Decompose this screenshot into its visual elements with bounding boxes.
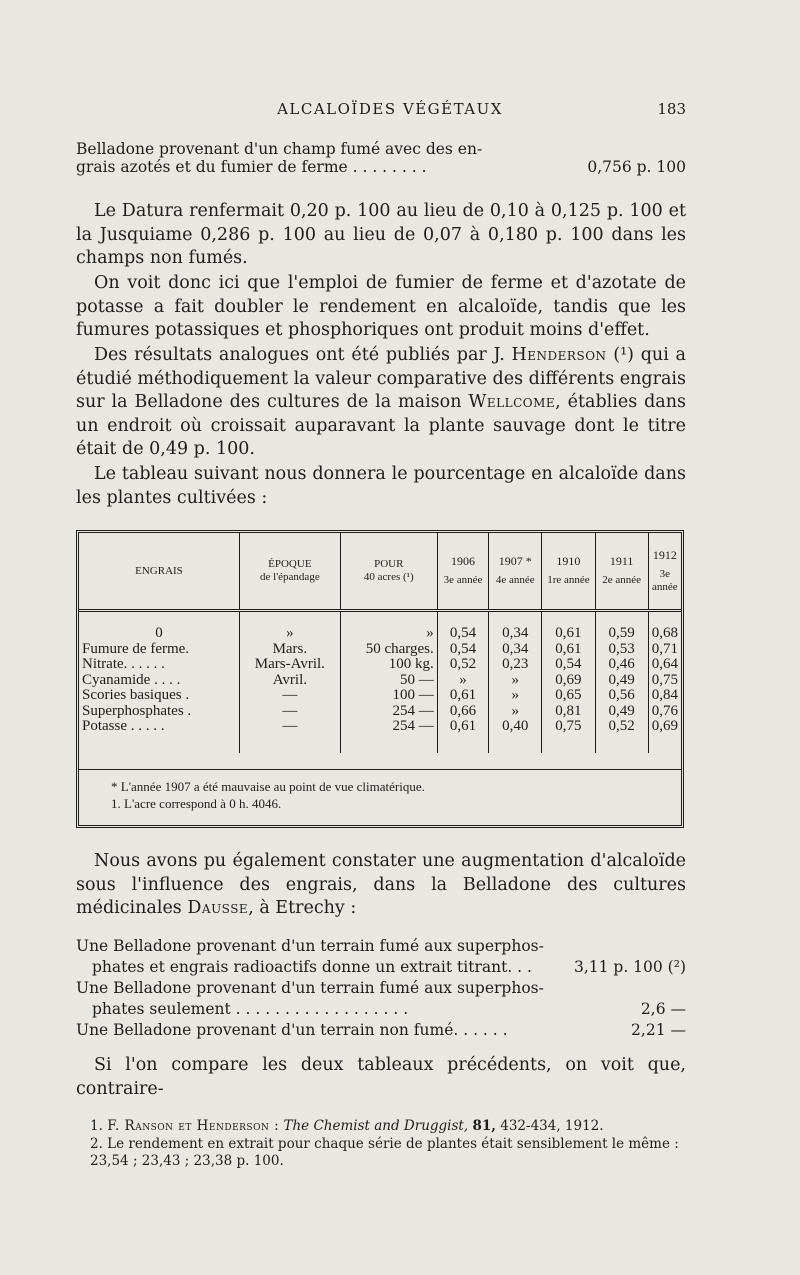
table-cell: 0,54: [542, 657, 595, 673]
table-body: [79, 611, 681, 753]
table-cell: Nitrate. . . . . .: [79, 657, 239, 673]
col-engrais: ENGRAIS: [79, 533, 239, 611]
list-item: [76, 978, 686, 1020]
paragraph-compare: [76, 1054, 686, 1101]
paragraph-fumier: [76, 272, 686, 343]
table-cell: 0,54: [437, 611, 488, 642]
running-header: [0, 100, 800, 124]
paragraph-dausse-b: , à Etrechy :: [248, 898, 357, 918]
col-1912: 1912 3e année: [648, 533, 681, 611]
paragraph-henderson: [76, 344, 686, 462]
table-cell: —: [239, 719, 340, 753]
author-henderson: Henderson: [511, 345, 607, 365]
table-cell: 100 —: [340, 688, 437, 704]
top-entry-value: 0,756 p. 100: [587, 158, 686, 176]
table-cell: 0,61: [437, 688, 488, 704]
table-cell: 254 —: [340, 719, 437, 753]
table-cell: Potasse . . . . .: [79, 719, 239, 753]
table-row: [79, 719, 681, 753]
paragraph-henderson-c: , établies dans un endroit où croissait auparavant la plante sauvage dont le titre était de 0,49 p. 100.: [76, 392, 686, 459]
table-cell: Superphosphates .: [79, 704, 239, 720]
page-number: 183: [657, 100, 686, 118]
table-row: [79, 688, 681, 704]
table-cell: 0,49: [595, 704, 648, 720]
table-cell: Fumure de ferme.: [79, 642, 239, 658]
list-item: [76, 936, 686, 978]
table-cell: 100 kg.: [340, 657, 437, 673]
paragraph-dausse: [76, 850, 686, 921]
table-cell: 0,61: [542, 642, 595, 658]
table-cell: 0,75: [651, 671, 678, 688]
list-item-line1: Une Belladone provenant d'un terrain fumé aux superphos-: [76, 937, 544, 955]
table-cell: 0: [79, 611, 239, 642]
paragraph-compare-text: Si l'on compare les deux tableaux précédents, on voit que, contraire-: [76, 1055, 686, 1099]
table-row: [79, 611, 681, 642]
table-cell: Mars.: [239, 642, 340, 658]
footnote-ref-1: (¹): [613, 345, 634, 365]
top-entry-line2: grais azotés et du fumier de ferme . . . . . . . .: [76, 158, 427, 176]
table-cell: 0,23: [489, 657, 542, 673]
table-cell: 0,34: [489, 611, 542, 642]
paragraph-henderson-b: qui a étudié méthodiquement la valeur comparative des différents engrais sur la Belladone des cultures de la maison: [76, 345, 686, 412]
table-cell: —: [239, 704, 340, 720]
table-notes: [79, 769, 681, 825]
paragraph-datura-text: Le Datura renfermait 0,20 p. 100 au lieu de 0,10 à 0,125 p. 100 et la Jusquiame 0,286 p. 100 au lieu de 0,07 à 0,180 p. 100 dans les champs non fumés.: [76, 201, 686, 268]
table-cell: Scories basiques .: [79, 688, 239, 704]
table-cell: Avril.: [239, 673, 340, 689]
paragraph-tableau-intro: [76, 463, 686, 510]
table-cell: 0,76: [651, 702, 678, 719]
paragraph-datura: [76, 200, 686, 271]
table-note-star: * L'année 1907 a été mauvaise au point de vue climatérique.: [111, 779, 425, 794]
house-wellcome: Wellcome: [468, 392, 556, 412]
col-1910: 1910 1re année: [542, 533, 595, 611]
table-cell: 0,52: [437, 657, 488, 673]
paragraph-dausse-a: Nous avons pu également constater une augmentation d'alcaloïde sous l'influence des engrais, dans la Belladone des cultures médicinales: [76, 851, 686, 918]
table-cell: »: [437, 673, 488, 689]
table-cell: 0,61: [542, 611, 595, 642]
table-cell: —: [239, 688, 340, 704]
table-cell: 0,40: [489, 719, 542, 753]
table-cell: »: [239, 611, 340, 642]
table-note-acre: 1. L'acre correspond à 0 h. 4046.: [111, 796, 282, 811]
table-cell: 0,49: [595, 673, 648, 689]
col-pour: POUR 40 acres (¹): [340, 533, 437, 611]
house-dausse: Dausse: [187, 898, 249, 918]
table-cell: 0,52: [595, 719, 648, 753]
paragraph-fumier-text: On voit donc ici que l'emploi de fumier de ferme et d'azotate de potasse a fait doubler le rendement en alcaloïde, tandis que les fumures potassiques et phosphoriques ont produit moins d'effet.: [76, 273, 686, 340]
table-cell: 254 —: [340, 704, 437, 720]
paragraph-tableau-intro-text: Le tableau suivant nous donnera le pourcentage en alcaloïde dans les plantes cultivées :: [76, 464, 686, 508]
list-item-line2: phates et engrais radioactifs donne un extrait titrant. . .: [92, 958, 532, 976]
table-row: [79, 704, 681, 720]
table-cell: 0,68: [651, 625, 678, 641]
table-cell: 0,61: [437, 719, 488, 753]
list-item-line2: phates seulement . . . . . . . . . . . . . . . . . .: [92, 1000, 409, 1018]
table-cell: 0,75: [542, 719, 595, 753]
col-1907: 1907 * 4e année: [489, 533, 542, 611]
table-cell: 0,69: [542, 673, 595, 689]
top-entry-line1: Belladone provenant d'un champ fumé avec des en-: [76, 140, 483, 158]
table-cell: 0,53: [595, 642, 648, 658]
list-item-value: 2,6 —: [640, 1000, 686, 1018]
table-cell: »: [340, 611, 437, 642]
col-1911: 1911 2e année: [595, 533, 648, 611]
list-item-value: 2,21 —: [631, 1021, 686, 1039]
fertilizer-table: [76, 530, 684, 828]
table-cell: Mars-Avril.: [239, 657, 340, 673]
table-cell: Cyanamide . . . .: [79, 673, 239, 689]
table-cell: 0,56: [595, 688, 648, 704]
table-header-row: [79, 533, 681, 611]
table-cell: 0,81: [542, 704, 595, 720]
table-row: [79, 657, 681, 673]
table-cell: 0,71: [651, 640, 678, 657]
table-cell: 0,64: [651, 656, 678, 672]
table-cell: 0,69: [651, 718, 678, 734]
table-cell: 50 charges.: [340, 642, 437, 658]
top-entry: [76, 140, 686, 176]
list-item-value: 3,11 p. 100 (²): [573, 958, 686, 976]
list-item: [76, 1020, 686, 1041]
col-1906: 1906 3e année: [437, 533, 488, 611]
table-cell: 0,84: [651, 687, 678, 703]
list-item-line1: Une Belladone provenant d'un terrain non fumé. . . . . .: [76, 1021, 508, 1039]
dausse-results-list: [76, 936, 686, 1041]
footnote-1: 1. F. Ranson et Henderson : The Chemist and Druggist, 81, 432-434, 1912.: [90, 1118, 604, 1134]
table-cell: 0,34: [489, 642, 542, 658]
paragraph-henderson-a: Des résultats analogues ont été publiés par J.: [94, 345, 505, 365]
table-cell: »: [489, 688, 542, 704]
table-cell: 0,54: [437, 642, 488, 658]
running-title: ALCALOÏDES VÉGÉTAUX: [277, 100, 503, 118]
list-item-line1: Une Belladone provenant d'un terrain fumé aux superphos-: [76, 979, 544, 997]
table-cell: 0,66: [437, 704, 488, 720]
table-row: [79, 642, 681, 658]
table-row: [79, 673, 681, 689]
table-cell: 0,59: [595, 611, 648, 642]
table-cell: 0,65: [542, 688, 595, 704]
footnote-2: 2. Le rendement en extrait pour chaque série de plantes était sensiblement le même : 23,54 ; 23,43 ; 23,38 p. 100.: [90, 1136, 679, 1169]
col-epoque: ÉPOQUE de l'épandage: [239, 533, 340, 611]
table-cell: »: [489, 704, 542, 720]
table-cell: »: [489, 673, 542, 689]
table-cell: 50 —: [340, 673, 437, 689]
table-cell: 0,46: [595, 657, 648, 673]
